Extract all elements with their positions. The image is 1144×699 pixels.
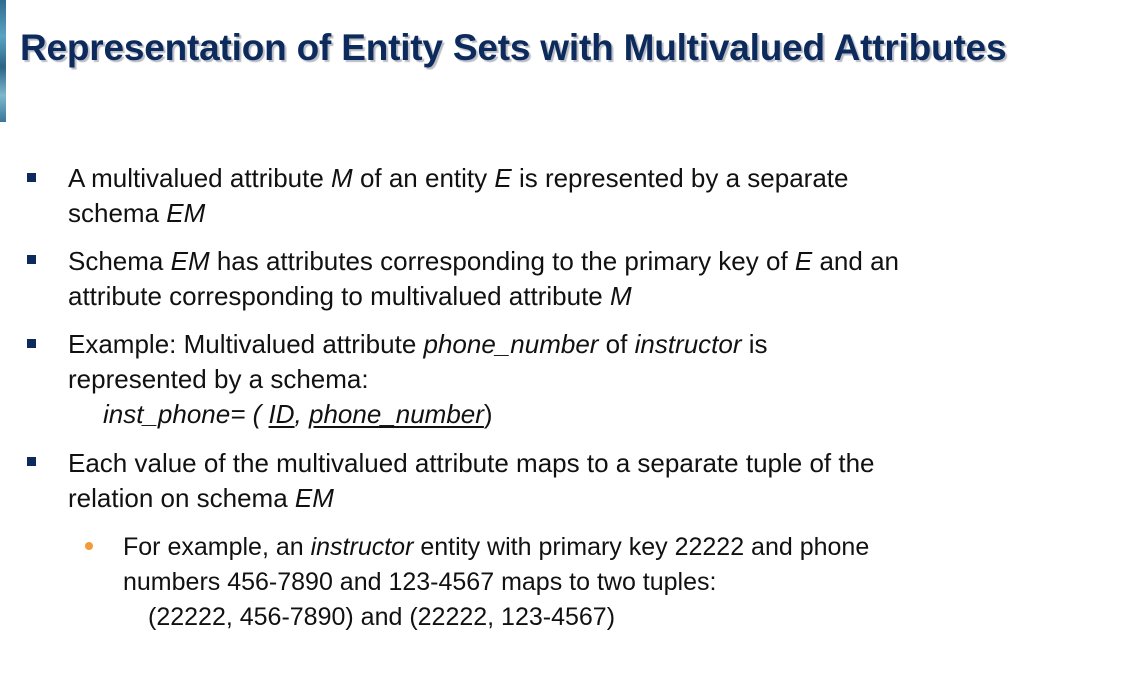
- bullet-schema-em: [68, 244, 899, 314]
- bullet-multivalued-attribute: [68, 161, 848, 231]
- bullet-marker-square-icon: [27, 255, 36, 264]
- bullet-line: schema EM: [68, 198, 206, 228]
- tuple-list: (22222, 456-7890) and (22222, 123-4567): [148, 603, 616, 631]
- sub-bullet-instructor-example: [123, 530, 869, 635]
- bullet-line: A multivalued attribute M of an entity E is represented by a separate: [68, 163, 849, 193]
- bullet-marker-square-icon: [27, 457, 36, 466]
- slide-title: Representation of Entity Sets with Multivalued Attributes: [20, 27, 1007, 68]
- sub-bullet-line: For example, an instructor entity with primary key 22222 and phone: [123, 533, 870, 561]
- bullet-line: Schema EM has attributes corresponding to the primary key of E and an: [68, 246, 899, 276]
- bullet-line: represented by a schema:: [68, 364, 369, 394]
- bullet-marker-square-icon: [27, 173, 36, 182]
- bullet-marker-square-icon: [27, 339, 36, 348]
- schema-definition: inst_phone= ( ID, phone_number): [103, 399, 493, 429]
- slide-edge-decoration: [0, 0, 6, 122]
- bullet-line: relation on schema EM: [68, 483, 334, 513]
- bullet-line: Example: Multivalued attribute phone_number of instructor is: [68, 329, 768, 359]
- bullet-line: Each value of the multivalued attribute maps to a separate tuple of the: [68, 448, 875, 478]
- bullet-example-phone-number: [68, 327, 768, 432]
- bullet-line: attribute corresponding to multivalued attribute M: [68, 281, 632, 311]
- bullet-each-value-tuple: [68, 446, 875, 516]
- sub-bullet-line: numbers 456-7890 and 123-4567 maps to two tuples:: [123, 568, 717, 596]
- sub-bullet-dot-icon: [85, 542, 93, 550]
